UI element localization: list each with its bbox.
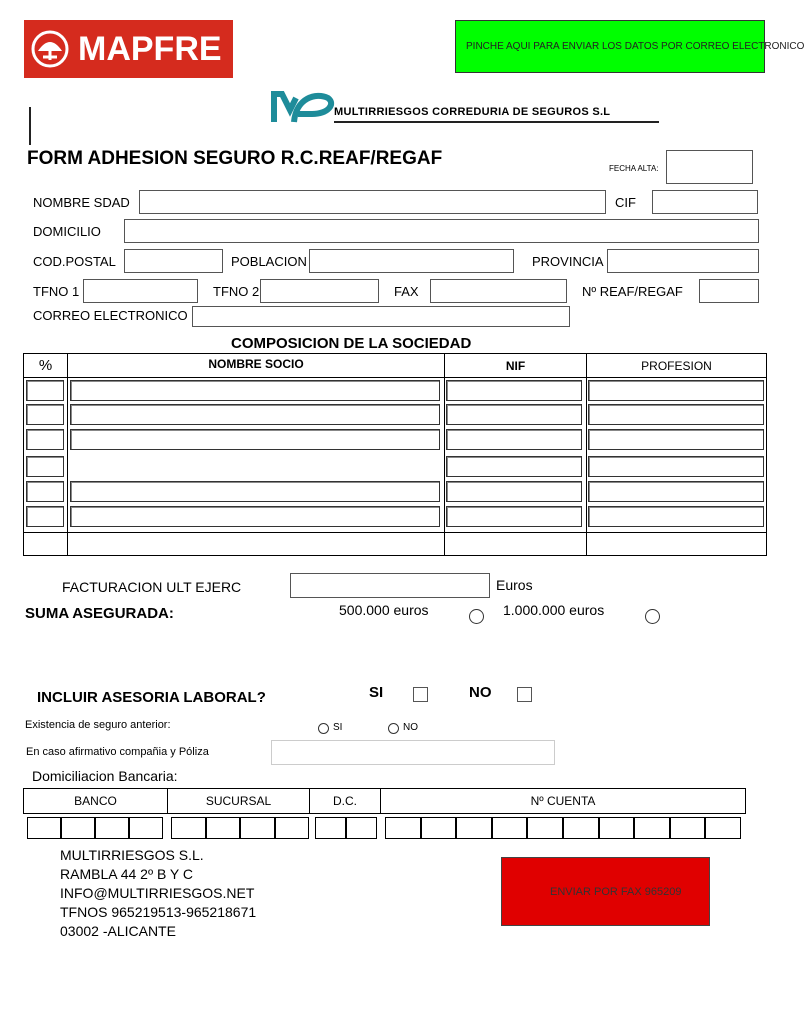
tfno1-field[interactable] — [83, 279, 198, 303]
asesoria-label: INCLUIR ASESORIA LABORAL? — [37, 689, 266, 706]
cuenta-digit-box[interactable] — [385, 817, 421, 839]
tfno2-label: TFNO 2 — [213, 284, 260, 299]
cuenta-digit-box[interactable] — [599, 817, 635, 839]
seguro-no-radio[interactable] — [388, 723, 399, 734]
logo-underline — [334, 121, 659, 123]
col-divider — [444, 354, 445, 555]
mapfre-logo — [24, 20, 233, 78]
facturacion-field[interactable] — [290, 573, 490, 598]
poblacion-field[interactable] — [309, 249, 514, 273]
fax-send-button[interactable] — [501, 857, 710, 926]
cod-postal-field[interactable] — [124, 249, 223, 273]
cif-label: CIF — [615, 195, 636, 210]
dc-digit-box[interactable] — [346, 817, 377, 839]
form-title: FORM ADHESION SEGURO R.C.REAF/REGAF — [27, 148, 443, 169]
reaf-label: Nº REAF/REGAF — [582, 284, 683, 299]
socio-nombre-field[interactable] — [70, 481, 440, 502]
address-line: RAMBLA 44 2º B Y C — [60, 866, 193, 882]
col-header-pct: % — [38, 357, 53, 374]
socio-pct-field[interactable] — [26, 404, 64, 425]
socio-nif-field[interactable] — [446, 481, 582, 502]
seguro-si-label: SI — [333, 722, 343, 733]
multirriesgos-emblem-icon — [272, 92, 334, 124]
tfno1-label: TFNO 1 — [33, 284, 80, 299]
email-send-label: PINCHE AQUI PARA ENVIAR LOS DATOS POR CORREO ELECTRONICO — [466, 41, 804, 52]
tfno2-field[interactable] — [260, 279, 379, 303]
margin-bar — [29, 107, 31, 145]
socio-profesion-field[interactable] — [588, 429, 764, 450]
socio-nif-field[interactable] — [446, 404, 582, 425]
cod-postal-label: COD.POSTAL — [33, 254, 116, 269]
socio-pct-field[interactable] — [26, 506, 64, 527]
domicilio-field[interactable] — [124, 219, 759, 243]
multirriesgos-name: MULTIRRIESGOS CORREDURIA DE SEGUROS S.L — [334, 106, 611, 118]
address-line: INFO@MULTIRRIESGOS.NET — [60, 885, 255, 901]
seguro-no-label: NO — [403, 722, 418, 733]
socio-profesion-field[interactable] — [588, 481, 764, 502]
socio-pct-field[interactable] — [26, 429, 64, 450]
domicilio-label: DOMICILIO — [33, 224, 101, 239]
address-line: TFNOS 965219513-965218671 — [60, 904, 257, 920]
banco-header: BANCO — [74, 794, 117, 808]
bank-header-row — [23, 788, 746, 814]
cuenta-digit-box[interactable] — [492, 817, 528, 839]
poliza-field[interactable] — [271, 740, 555, 765]
cuenta-digit-box[interactable] — [705, 817, 741, 839]
correo-label: CORREO ELECTRONICO — [33, 308, 188, 323]
cuenta-digit-box[interactable] — [456, 817, 492, 839]
cuenta-digit-box[interactable] — [670, 817, 706, 839]
banco-digit-box[interactable] — [95, 817, 129, 839]
fax-field[interactable] — [430, 279, 567, 303]
socio-profesion-field[interactable] — [588, 404, 764, 425]
address-block — [60, 846, 256, 941]
socio-nombre-field[interactable] — [70, 380, 440, 401]
suma-opt1-label: 500.000 euros — [339, 602, 429, 618]
nombre-sdad-field[interactable] — [139, 190, 606, 214]
reaf-field[interactable] — [699, 279, 759, 303]
sucursal-digit-box[interactable] — [171, 817, 206, 839]
socio-profesion-field[interactable] — [588, 380, 764, 401]
banco-digit-box[interactable] — [27, 817, 61, 839]
fax-send-label: ENVIAR POR FAX 965209 — [550, 886, 682, 898]
col-header-nif: NIF — [505, 359, 526, 373]
mapfre-wordmark: MAPFRE — [78, 30, 222, 68]
dc-header: D.C. — [333, 794, 357, 808]
fax-label: FAX — [394, 284, 419, 299]
asesoria-no-checkbox[interactable] — [517, 687, 532, 702]
sucursal-header: SUCURSAL — [205, 794, 272, 808]
col-divider — [67, 354, 68, 555]
euros-label: Euros — [496, 577, 533, 593]
caso-afirmativo-label: En caso afirmativo compañia y Póliza — [26, 746, 209, 758]
banco-digit-box[interactable] — [129, 817, 163, 839]
asesoria-si-checkbox[interactable] — [413, 687, 428, 702]
cuenta-header: Nº CUENTA — [530, 794, 596, 808]
socio-pct-field[interactable] — [26, 481, 64, 502]
seguro-anterior-label: Existencia de seguro anterior: — [25, 719, 171, 731]
header-divider — [24, 377, 766, 378]
col-divider — [586, 354, 587, 555]
cuenta-digit-box[interactable] — [563, 817, 599, 839]
banco-digit-box[interactable] — [61, 817, 95, 839]
socio-pct-field[interactable] — [26, 456, 64, 477]
facturacion-label: FACTURACION ULT EJERC — [62, 579, 242, 595]
suma-opt2-radio[interactable] — [645, 609, 660, 624]
col-header-profesion: PROFESION — [641, 359, 712, 373]
cuenta-digit-box[interactable] — [421, 817, 457, 839]
sucursal-digit-box[interactable] — [240, 817, 275, 839]
socio-nif-field[interactable] — [446, 429, 582, 450]
seguro-si-radio[interactable] — [318, 723, 329, 734]
socio-nombre-field[interactable] — [70, 404, 440, 425]
fecha-alta-label: FECHA ALTA: — [609, 164, 659, 173]
row-divider — [24, 532, 766, 533]
socio-nombre-field[interactable] — [70, 506, 440, 527]
provincia-field[interactable] — [607, 249, 759, 273]
sucursal-digit-box[interactable] — [206, 817, 241, 839]
socio-profesion-field[interactable] — [588, 456, 764, 477]
socio-nombre-field[interactable] — [70, 429, 440, 450]
cif-field[interactable] — [652, 190, 758, 214]
domiciliacion-title: Domiciliacion Bancaria: — [32, 768, 178, 784]
socio-nif-field[interactable] — [446, 380, 582, 401]
multirriesgos-logo — [272, 92, 662, 124]
dc-digit-box[interactable] — [315, 817, 346, 839]
address-line: MULTIRRIESGOS S.L. — [60, 847, 204, 863]
cuenta-digit-box[interactable] — [527, 817, 563, 839]
mapfre-emblem-icon — [30, 29, 70, 69]
correo-field[interactable] — [192, 306, 570, 327]
socio-nif-field[interactable] — [446, 456, 582, 477]
sucursal-digit-box[interactable] — [275, 817, 310, 839]
asesoria-si-label: SI — [369, 684, 384, 701]
asesoria-no-label: NO — [469, 684, 492, 701]
col-header-nombre: NOMBRE SOCIO — [208, 357, 304, 371]
socio-profesion-field[interactable] — [588, 506, 764, 527]
provincia-label: PROVINCIA — [532, 254, 604, 269]
fecha-alta-field[interactable] — [666, 150, 753, 184]
email-send-button[interactable] — [455, 20, 804, 73]
suma-asegurada-label: SUMA ASEGURADA: — [25, 605, 174, 622]
composicion-title: COMPOSICION DE LA SOCIEDAD — [231, 335, 472, 352]
address-line: 03002 -ALICANTE — [60, 923, 176, 939]
socio-nif-field[interactable] — [446, 506, 582, 527]
suma-opt1-radio[interactable] — [469, 609, 484, 624]
nombre-sdad-label: NOMBRE SDAD — [33, 195, 130, 210]
socio-pct-field[interactable] — [26, 380, 64, 401]
poblacion-label: POBLACION — [231, 254, 307, 269]
suma-opt2-label: 1.000.000 euros — [503, 602, 605, 618]
cuenta-digit-box[interactable] — [634, 817, 670, 839]
